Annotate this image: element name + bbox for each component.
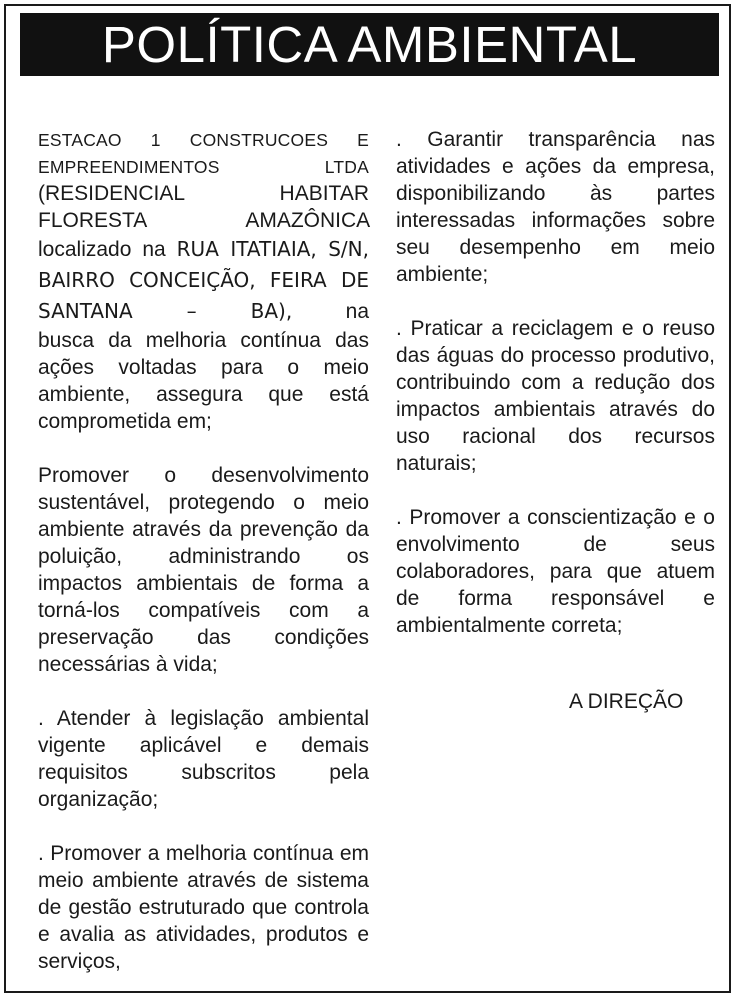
intro-tail: na [345, 300, 369, 323]
project-name: (RESIDENCIAL HABITAR FLORESTA AMAZÔNICA [38, 182, 369, 232]
paragraph-legislation: . Atender à legislação ambiental vigente aplicável e demais requisitos subscritos pela organização; [38, 707, 369, 811]
left-column [38, 126, 369, 975]
located-prefix: localizado na [38, 238, 166, 261]
paragraph-recycling: . Praticar a reciclagem e o reuso das águas do processo produtivo, contribuindo com a redução dos impactos ambientais através do uso racional dos recursos naturais; [396, 317, 715, 475]
intro-rest: busca da melhoria contínua das ações voltadas para o meio ambiente, assegura que está comprometida em; [38, 329, 369, 433]
company-name: ESTACAO 1 CONSTRUCOES E EMPREENDIMENTOS LTDA [38, 130, 369, 177]
intro-paragraph [38, 126, 369, 435]
right-column [396, 126, 715, 639]
paragraph-awareness: . Promover a conscientização e o envolvimento de seus colaboradores, para que atuem de forma responsável e ambientalmente correta; [396, 506, 715, 637]
address: RUA ITATIAIA, S/N, BAIRRO CONCEIÇÃO, FEIRA DE SANTANA – BA), [38, 237, 369, 323]
paragraph-sustainable-development: Promover o desenvolvimento sustentável, protegendo o meio ambiente através da prevenção da poluição, administrando os impactos ambientais de forma a torná-los compatíveis com a preservação das condições necessárias à vida; [38, 464, 369, 676]
signature: A DIREÇÃO [569, 690, 684, 713]
paragraph-transparency: . Garantir transparência nas atividades e ações da empresa, disponibilizando às partes interessadas informações sobre seu desempenho em meio ambiente; [396, 128, 715, 286]
paragraph-continuous-improvement: . Promover a melhoria contínua em meio ambiente através de sistema de gestão estruturado que controla e avalia as atividades, produtos e serviços, [38, 842, 369, 973]
page-title: POLÍTICA AMBIENTAL [20, 13, 719, 76]
